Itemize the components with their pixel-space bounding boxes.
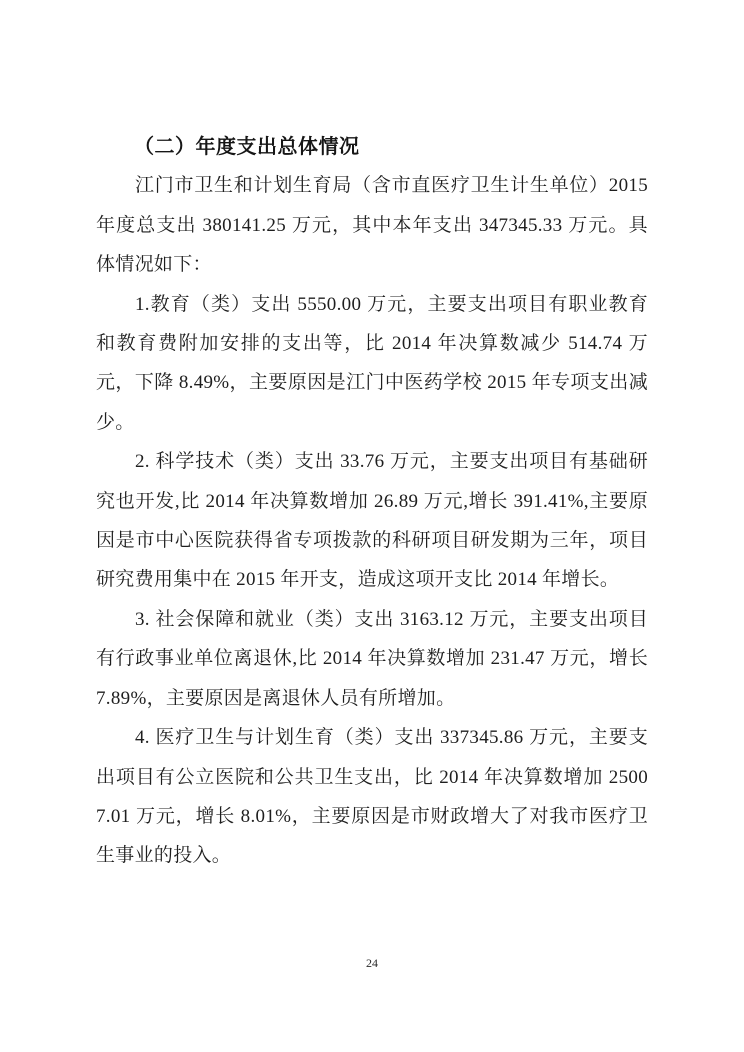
paragraph-science-technology-expenditure: 2. 科学技术（类）支出 33.76 万元，主要支出项目有基础研究也开发,比 2014 年决算数增加 26.89 万元,增长 391.41%,主要原因是市中心医院获得省专项拨款的科研项目研发期为三年，项目研究费用集中在 2015 年开支，造成这项开支比 2014 年增长。 (96, 451, 648, 591)
paragraph-total-expenditure-overview: 江门市卫生和计划生育局（含市直医疗卫生计生单位）2015 年度总支出 380141.25 万元，其中本年支出 347345.33 万元。具体情况如下： (96, 175, 648, 276)
paragraph-medical-health-expenditure: 4. 医疗卫生与计划生育（类）支出 337345.86 万元，主要支出项目有公立医院和公共卫生支出，比 2014 年决算数增加 25007.01 万元，增长 8.01%，主要原因是市财政增大了对我市医疗卫生事业的投入。 (96, 727, 648, 867)
page-number: 24 (366, 956, 378, 970)
paragraph-social-security-expenditure: 3. 社会保障和就业（类）支出 3163.12 万元，主要支出项目有行政事业单位离退休,比 2014 年决算数增加 231.47 万元，增长 7.89%，主要原因是离退休人员有所增加。 (96, 608, 648, 709)
section-heading: （二）年度支出总体情况 (134, 134, 360, 158)
paragraph-education-expenditure: 1.教育（类）支出 5550.00 万元，主要支出项目有职业教育和教育费附加安排的支出等，比 2014 年决算数减少 514.74 万元，下降 8.49%，主要原因是江门中医药学校 2015 年专项支出减少。 (96, 293, 648, 433)
document-body (96, 127, 648, 876)
